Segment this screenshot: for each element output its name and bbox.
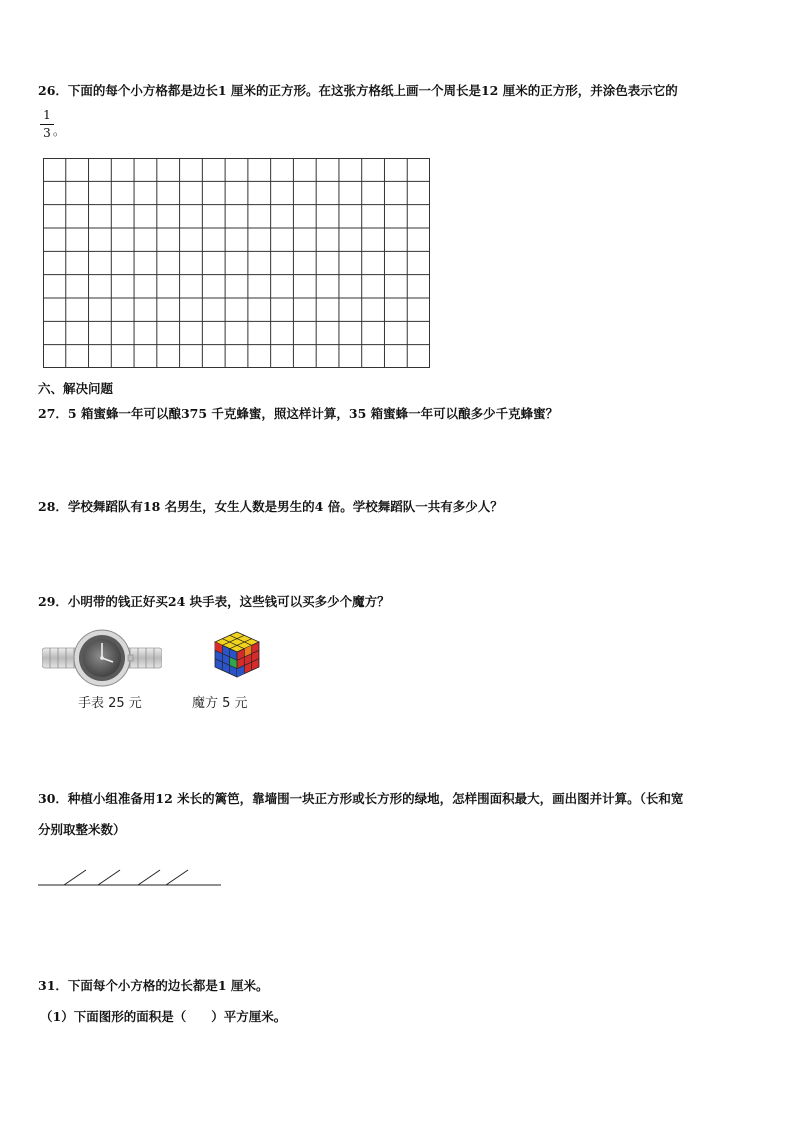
- wall-diagram: [38, 865, 223, 889]
- fraction-denominator: 3: [43, 126, 51, 140]
- question-30-text-line2: 分别取整米数）: [38, 822, 126, 837]
- cube-caption: 魔方 5 元: [192, 696, 248, 711]
- fraction-period: 。: [53, 124, 66, 138]
- grid-border: [44, 159, 430, 368]
- question-31-text: 31．下面每个小方格的边长都是1 厘米。: [38, 978, 269, 993]
- question-26-text: 26．下面的每个小方格都是边长1 厘米的正方形。在这张方格纸上画一个周长是12 厘米的正方形，并涂色表示它的: [38, 83, 678, 98]
- fraction-numerator: 1: [43, 108, 51, 122]
- question-31-sub1: （1）下面图形的面积是（ ）平方厘米。: [40, 1009, 287, 1024]
- question-30-text-line1: 30．种植小组准备用12 米长的篱笆，靠墙围一块正方形或长方形的绿地，怎样围面积最大，画出图并计算。（长和宽: [38, 791, 684, 806]
- watch-image: [42, 628, 162, 688]
- section-title: 六、解决问题: [38, 381, 114, 396]
- square-grid[interactable]: [43, 158, 430, 368]
- fraction-bar: [40, 124, 54, 125]
- question-28-text: 28．学校舞蹈队有18 名男生，女生人数是男生的4 倍。学校舞蹈队一共有多少人？: [38, 499, 503, 514]
- watch-caption: 手表 25 元: [78, 696, 142, 711]
- question-27-text: 27．5 箱蜜蜂一年可以酿375 千克蜂蜜，照这样计算，35 箱蜜蜂一年可以酿多少千克蜂蜜？: [38, 406, 559, 421]
- question-29-text: 29．小明带的钱正好买24 块手表，这些钱可以买多少个魔方？: [38, 594, 390, 609]
- rubiks-cube-image: [212, 630, 262, 680]
